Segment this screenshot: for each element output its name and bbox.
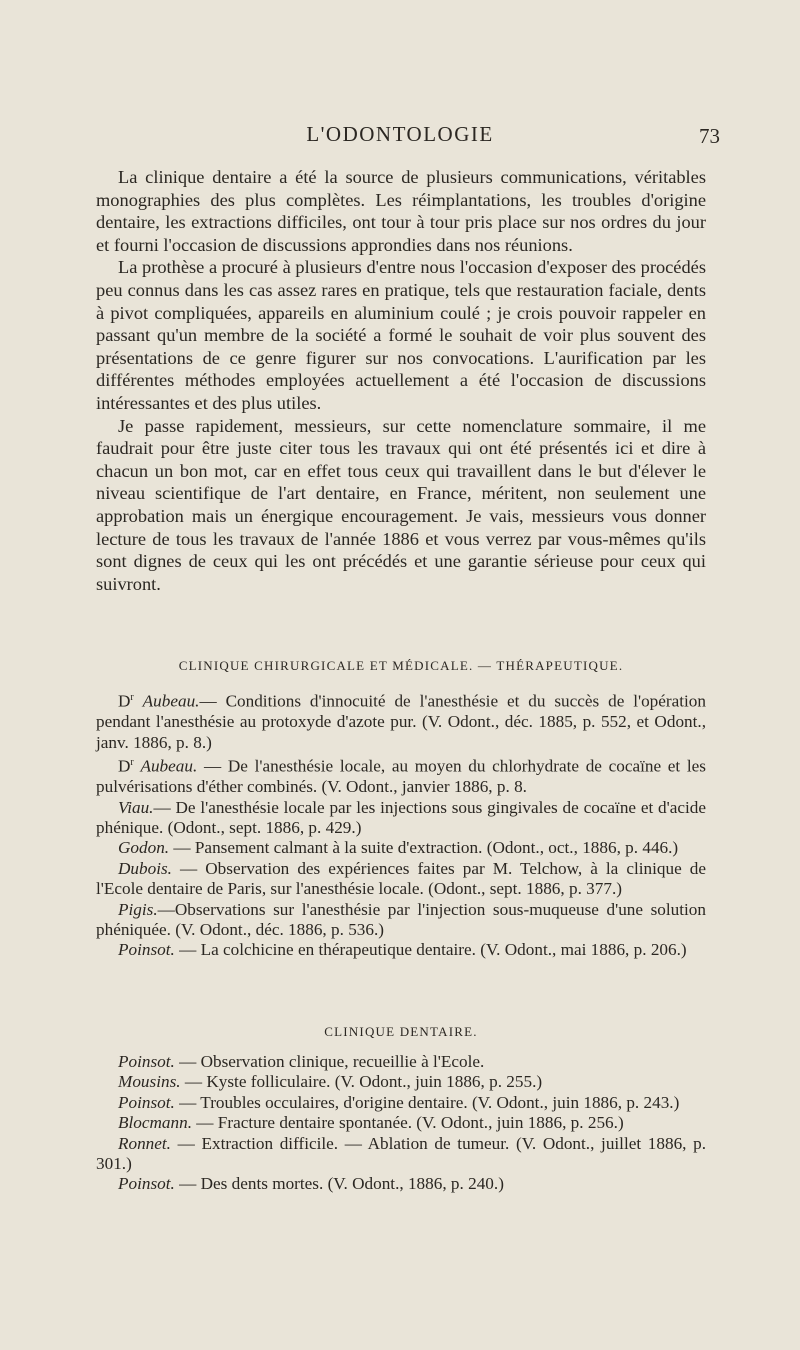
entry-author: Pigis. [118, 899, 158, 919]
entry-text: — La colchicine en thérapeutique dentaire. (V. Odont., mai 1886, p. 206.) [179, 940, 687, 960]
entry-author: Ronnet. [118, 1133, 171, 1153]
entry-author: Godon. [118, 838, 170, 858]
bibliography-entry [96, 1052, 706, 1072]
entry-text: — De l'anesthésie locale, au moyen du chlorhydrate de cocaïne et les pulvérisations d'éther combinés. (V. Odont., janvier 1886, p. 8. [96, 756, 706, 797]
bibliography-entry [96, 688, 706, 753]
page-header [0, 122, 800, 152]
entry-prefix-sup: r [130, 756, 134, 768]
entry-author: Poinsot. [118, 1174, 175, 1194]
entry-text: — De l'anesthésie locale par les injections sous gingivales de cocaïne et d'acide phénique. (Odont., sept. 1886, p. 429.) [96, 797, 706, 837]
entry-author: Aubeau. [140, 756, 198, 776]
entry-text: — Fracture dentaire spontanée. (V. Odont., juin 1886, p. 256.) [196, 1113, 624, 1133]
entry-author: Viau. [118, 797, 154, 817]
entry-author: Blocmann. [118, 1113, 192, 1133]
entry-author: Poinsot. [118, 1052, 175, 1071]
entry-prefix-sup: r [130, 692, 134, 703]
entry-author: Mousins. [118, 1072, 181, 1092]
bibliography-entry [96, 798, 706, 839]
running-title: L'ODONTOLOGIE [306, 122, 494, 146]
bibliography-entry [96, 1072, 706, 1092]
bibliography-entry [96, 1134, 706, 1175]
paragraph: La clinique dentaire a été la source de plusieurs communications, véritables monographies des plus complètes. Les réimplantations, les troubles d'origine dentaire, les extractions difficiles, ont tour à tour pris place sur nos ordres du jour et fourni l'occasion de discussions approndies dans nos réunions. [96, 167, 706, 255]
bibliography-dental [96, 1052, 706, 1195]
entry-text: —Observations sur l'anesthésie par l'injection sous-muqueuse d'une solution phéniquée. (V. Odont., déc. 1886, p. 536.) [96, 899, 706, 939]
bibliography-entry [96, 1113, 706, 1133]
entry-text: — Pansement calmant à la suite d'extraction. (Odont., oct., 1886, p. 446.) [173, 838, 679, 858]
entry-author: Dubois. [118, 858, 172, 878]
bibliography-surgical [96, 688, 706, 961]
paragraph: La prothèse a procuré à plusieurs d'entre nous l'occasion d'exposer des procédés peu connus dans les cas assez rares en pratique, tels que restauration faciale, dents à pivot compliquées, appareils en aluminium coulé ; je crois pouvoir rappeler en passant qu'un membre de la société a formé le souhait de voir plus souvent des présentations de ce genre figurer sur nos convocations. L'aurification par les différentes méthodes employées actuellement a été l'occasion de discussions intéressantes et des plus utiles. [96, 257, 706, 413]
entry-prefix: D [118, 691, 131, 711]
bibliography-entry [96, 1093, 706, 1113]
entry-author: Poinsot. [118, 1092, 175, 1112]
bibliography-entry [96, 838, 706, 858]
entry-text: — Extraction difficile. — Ablation de tumeur. (V. Odont., juillet 1886, p. 301.) [96, 1133, 706, 1174]
entry-prefix: D [118, 756, 131, 776]
section-heading-clinique-chirurgicale: CLINIQUE CHIRURGICALE ET MÉDICALE. — THÉRAPEUTIQUE. [178, 658, 624, 673]
entry-text: — Troubles occulaires, d'origine dentaire. (V. Odont., juin 1886, p. 243.) [179, 1092, 680, 1112]
paragraph: Je passe rapidement, messieurs, sur cette nomenclature sommaire, il me faudrait pour être juste citer tous les travaux qui ont été présentés ici et dire à chacun un bon mot, car en effet tous ceux qui travaillent dans le but d'élever le niveau scientifique de l'art dentaire, en France, méritent, non seulement une approbation mais un énergique encouragement. Je vais, messieurs vous donner lecture de tous les travaux de l'année 1886 et vous verrez par vous-mêmes qu'ils sont dignes de ceux qui les ont précédés et une garantie sérieuse pour ceux qui suivront. [96, 415, 706, 594]
entry-text: — Conditions d'innocuité de l'anesthésie et du succès de l'opération pendant l'anesthésie au protoxyde d'azote pur. (V. Odont., déc. 1885, p. 552, et Odont., janv. 1886, p. 8.) [96, 691, 706, 752]
entry-text: — Kyste folliculaire. (V. Odont., juin 1886, p. 255.) [184, 1072, 543, 1092]
page-number: 73 [699, 124, 720, 148]
entry-author: Poinsot. [118, 940, 175, 960]
body-text [96, 166, 706, 595]
entry-author: Aubeau. [142, 691, 200, 711]
bibliography-entry [96, 1174, 706, 1194]
bibliography-entry [96, 859, 706, 900]
entry-text: — Observation clinique, recueillie à l'Ecole. [179, 1052, 485, 1071]
bibliography-entry [96, 900, 706, 941]
bibliography-entry [96, 940, 706, 960]
entry-text: — Des dents mortes. (V. Odont., 1886, p. 240.) [179, 1174, 504, 1194]
entry-text: — Observation des expériences faites par M. Telchow, à la clinique de l'Ecole dentaire de Paris, sur l'anesthésie locale. (Odont., sept. 1886, p. 377.) [96, 858, 706, 899]
bibliography-entry [96, 753, 706, 798]
section-heading-clinique-dentaire: CLINIQUE DENTAIRE. [324, 1024, 478, 1039]
